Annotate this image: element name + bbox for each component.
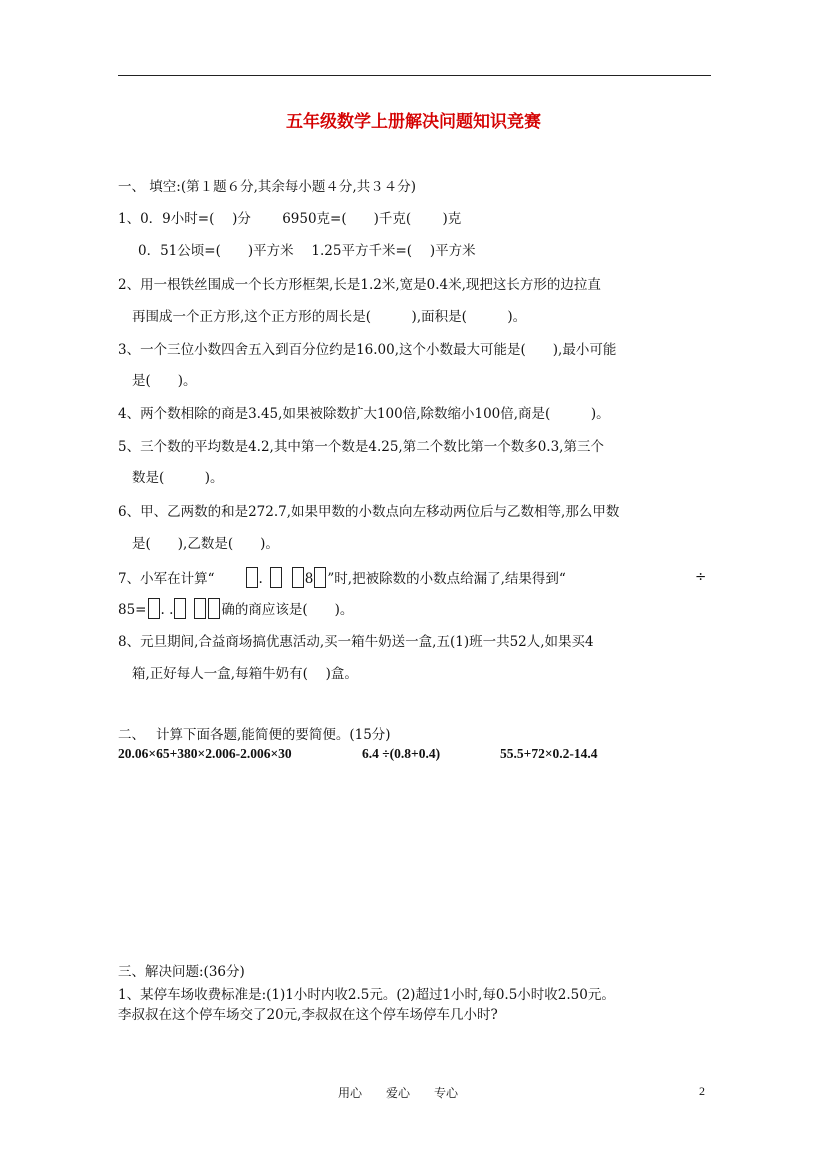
question-1-line-a: 1、0．9小时=( )分 6950克=( )千克( )克 bbox=[118, 211, 462, 227]
digit-box bbox=[174, 598, 186, 619]
problem-1-line-b: 李叔叔在这个停车场交了20元,李叔叔在这个停车场停车几小时? bbox=[118, 1007, 498, 1023]
calc-expression-2: 6.4 ÷(0.8+0.4) bbox=[362, 746, 441, 761]
question-8-line-b: 箱,正好每人一盒,每箱牛奶有( )盒。 bbox=[132, 666, 358, 682]
question-2-line-a: 2、用一根铁丝围成一个长方形框架,长是1.2米,宽是0.4米,现把这长方形的边拉直 bbox=[118, 277, 601, 293]
question-2-line-b: 再围成一个正方形,这个正方形的周长是( ),面积是( )。 bbox=[132, 309, 527, 325]
question-5-line-a: 5、三个数的平均数是4.2,其中第一个数是4.25,第二个数比第一个数多0.3,第三个 bbox=[118, 439, 604, 455]
question-7-line-b bbox=[118, 598, 353, 620]
calc-expression-3: 55.5+72×0.2-14.4 bbox=[500, 746, 598, 761]
q7-text-end: ”时,把被除数的小数点给漏了,结果得到“ bbox=[327, 571, 566, 587]
question-3-line-a: 3、一个三位小数四舍五入到百分位约是16.00,这个小数最大可能是( ),最小可能 bbox=[118, 342, 617, 358]
page-title: 五年级数学上册解决问题知识竞赛 bbox=[286, 112, 541, 132]
q7-b-end: 确的商应该是( )。 bbox=[221, 602, 354, 618]
digit-box bbox=[246, 567, 258, 588]
q7-digit-eight: 8 bbox=[304, 571, 314, 587]
footer-motto: 用心 爱心 专心 bbox=[338, 1086, 459, 1100]
digit-box bbox=[148, 598, 160, 619]
question-7-line-a bbox=[118, 567, 566, 589]
page-number: 2 bbox=[699, 1084, 705, 1098]
digit-box bbox=[194, 598, 206, 619]
question-6-line-b: 是( ),乙数是( )。 bbox=[132, 536, 279, 552]
section2-heading: 二、 计算下面各题,能简便的要简便。(15分) bbox=[118, 727, 391, 743]
question-6-line-a: 6、甲、乙两数的和是272.7,如果甲数的小数点向左移动两位后与乙数相等,那么甲数 bbox=[118, 504, 620, 520]
digit-box bbox=[292, 567, 304, 588]
problem-1-line-a: 1、某停车场收费标准是:(1)1小时内收2.5元。(2)超过1小时,每0.5小时收2.50元。 bbox=[118, 987, 615, 1003]
digit-box bbox=[208, 598, 220, 619]
section3-heading: 三、解决问题:(36分) bbox=[118, 964, 245, 980]
question-4: 4、两个数相除的商是3.45,如果被除数扩大100倍,除数缩小100倍,商是( )。 bbox=[118, 406, 610, 422]
question-8-line-a: 8、元旦期间,合益商场搞优惠活动,买一箱牛奶送一盒,五(1)班一共52人,如果买4 bbox=[118, 634, 594, 650]
q7-decimal-point: . bbox=[258, 571, 263, 587]
digit-box bbox=[314, 567, 326, 588]
q7-b-dots: . . bbox=[160, 602, 174, 618]
header-rule bbox=[118, 75, 711, 76]
q7-text-start: 7、小军在计算“ bbox=[118, 571, 215, 587]
calc-expression-1: 20.06×65+380×2.006-2.006×30 bbox=[118, 746, 292, 761]
question-1-line-b: 0．51公顷=( )平方米 1.25平方千米=( )平方米 bbox=[138, 243, 476, 259]
division-sign: ÷ bbox=[695, 569, 707, 585]
digit-box bbox=[270, 567, 282, 588]
question-5-line-b: 数是( )。 bbox=[132, 470, 224, 486]
section1-heading: 一、 填空:(第１题６分,其余每小题４分,共３４分) bbox=[118, 179, 416, 195]
question-3-line-b: 是( )。 bbox=[132, 373, 197, 389]
q7-b-start: 85= bbox=[118, 602, 147, 618]
